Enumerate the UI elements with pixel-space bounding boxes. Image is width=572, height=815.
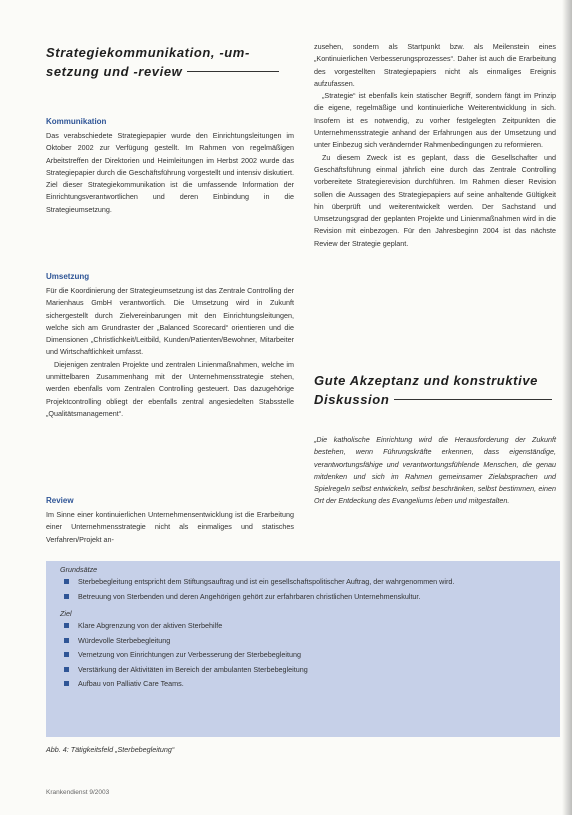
text-kommunikation: Das verabschiedete Strategiepapier wurde den Einrichtungsleitungen im Oktober 2002 zur Verfügung gestellt. Im Rahmen von regelmäßigen Arbeitstreffen der Direktorien und Heimleitungen im Herbst 2002 wurde das Strategiepapier durch die Geschäftsführung vorgestellt und intensiv diskutiert. Ziel dieser Strategiekommunikation ist die umfassende Information der Einrichtungsverantwortlichen und deren Einbindung in die Strategieumsetzung. <box>46 131 294 214</box>
quote-block <box>314 434 556 508</box>
square-bullet-icon <box>64 594 69 599</box>
right-heading-line2 <box>314 390 556 409</box>
text-umsetzung-1: Für die Koordinierung der Strategieumsetzung ist das Zentrale Controlling der Marienhaus GmbH verantwortlich. Die Umsetzung wird in Zukunft sichergestellt durch Zielvereinbarungen mit den Einrichtungsleitungen, welche sich am Grundraster der „Balanced Scorecard“ orientieren und die Dimensionen „Christlichkeit/Leitbild, Kunden/Patienten/Bewohner, Mitarbeiter und Wirtschaftlichkeit umfasst. <box>46 286 294 357</box>
list-item: Vernetzung von Einrichtungen zur Verbesserung der Sterbebegleitung <box>60 648 550 663</box>
section-umsetzung <box>46 272 294 420</box>
right-heading-line1: Gute Akzeptanz und konstruktive <box>314 373 538 388</box>
left-heading-block <box>46 43 294 81</box>
text-umsetzung-2: Diejenigen zentralen Projekte und zentralen Linienmaßnahmen, welche im unmittelbaren Zusammenhang mit der Unternehmensstrategie stehen, werden ebenfalls vom Zentralen Controlling gesteuert. Das dazugehörige Projektcontrolling obliegt der ebenfalls zentral angesiedelten Stabsstelle „Qualitätsmanagement“. <box>46 359 294 418</box>
list-item: Betreuung von Sterbenden und deren Angehörigen gehört zur erfahrbaren christlichen Unternehmenskultur. <box>60 590 550 605</box>
section-title-umsetzung: Umsetzung <box>46 272 90 281</box>
section-kommunikation <box>46 117 294 216</box>
info-box <box>46 561 560 737</box>
list-grundsaetze <box>60 575 550 604</box>
section-title-kommunikation: Kommunikation <box>46 117 107 126</box>
left-heading-line2 <box>46 62 294 81</box>
list-item: Würdevolle Sterbebegleitung <box>60 634 550 649</box>
list-item: Aufbau von Palliativ Care Teams. <box>60 677 550 692</box>
heading-rule <box>187 71 279 72</box>
list-ziele <box>60 619 550 692</box>
right-heading-block <box>314 371 556 409</box>
text-strategie: „Strategie“ ist ebenfalls kein statischer Begriff, sondern fängt im Prinzip die eigene, regelmäßige und kontinuierliche Weiterentwicklung in sich. Insofern ist es notwendig, zu vorher festgelegten Zeitpunkten die Unternehmensstrategie anhand der Erfahrungen aus der Umsetzung und unter Einbezug sich verändernder Rahmenbedingungen zu reformieren. <box>314 91 556 150</box>
text-review: Im Sinne einer kontinuierlichen Unternehmensentwicklung ist die Erarbeitung einer Unternehmensstrategie nicht als einmaliges und statisches Verfahren/Projekt an- <box>46 510 294 544</box>
text-review-continued: zusehen, sondern als Startpunkt bzw. als Meilenstein eines „Kontinuierlichen Verbesserungsprozesses“. Daher ist auch die Erarbeitung des vorgestellten Strategiepapiers nicht als einmaliges Ereignis aufzufassen. <box>314 42 556 88</box>
square-bullet-icon <box>64 638 69 643</box>
section-title-review: Review <box>46 496 74 505</box>
page-footer: Krankendienst 9/2003 <box>46 789 110 796</box>
square-bullet-icon <box>64 667 69 672</box>
list-item: Klare Abgrenzung von der aktiven Sterbehilfe <box>60 619 550 634</box>
box-label-grundsaetze: Grundsätze <box>60 565 98 574</box>
left-heading-line1: Strategiekommunikation, -um- <box>46 45 250 60</box>
square-bullet-icon <box>64 579 69 584</box>
section-review <box>46 496 294 546</box>
square-bullet-icon <box>64 623 69 628</box>
box-label-ziel: Ziel <box>60 609 72 618</box>
text-zweck: Zu diesem Zweck ist es geplant, dass die Gesellschafter und Geschäftsführung einmal jährlich eine durch das Zentrale Controlling vorbereitete Strategierevision durchführen. Im Rahmen dieser Revision sollen die Aussagen des Strategiepapiers auf seine anhaltende Gültigkeit hin überprüft und weiterentwickelt werden. Der Sachstand und Umsetzungsgrad der geplanten Projekte und Linienmaßnahmen wird in die Revision mit einbezogen. Für den Jahresbeginn 2004 ist das nächste Review der Strategie geplant. <box>314 152 556 248</box>
square-bullet-icon <box>64 681 69 686</box>
list-item: Verstärkung der Aktivitäten im Bereich der ambulanten Sterbebegleitung <box>60 663 550 678</box>
list-item: Sterbebegleitung entspricht dem Stiftungsauftrag und ist ein gesellschaftspolitischer Auftrag, der wahrgenommen wird. <box>60 575 550 590</box>
heading-rule <box>394 399 552 400</box>
figure-caption: Abb. 4: Tätigkeitsfeld „Sterbebegleitung“ <box>46 745 175 754</box>
square-bullet-icon <box>64 652 69 657</box>
left-heading-line2-text: setzung und -review <box>46 64 183 79</box>
page-edge-shadow <box>562 0 572 815</box>
quote-text: „Die katholische Einrichtung wird die Herausforderung der Zukunft bestehen, wenn Führungskräfte erkennen, dass eigenständige, verantwortungsfähige und verantwortungsfühlende Menschen, die genau mitdenken und sich im Rahmen gemeinsamer Zielabsprachen und Spielregeln selbst entwickeln, selbst beschränken, selbst bestimmen, einen Ort der Entdeckung des Evangeliums leben und mitgestalten. <box>314 435 556 506</box>
right-text-block <box>314 41 556 250</box>
right-heading-line2-text: Diskussion <box>314 392 390 407</box>
